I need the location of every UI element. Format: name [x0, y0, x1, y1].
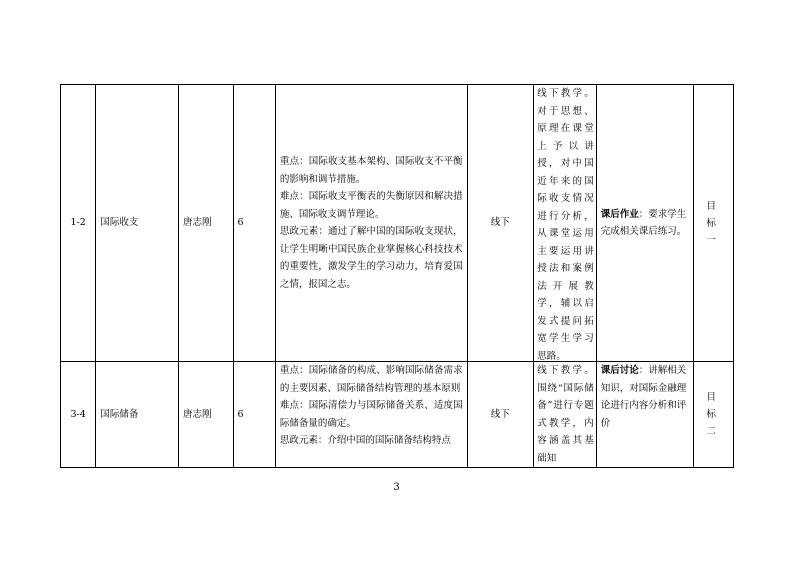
page-number: 3: [393, 482, 400, 493]
method-text: 线下教学。对于思想、原理在课堂上予以讲授，对中国近年来的国际收支情况进行分析，从课堂运用主要运用讲授法和案例法开展教学，辅以启发式提问拓宽学生学习思路。: [537, 88, 594, 361]
table-row: [61, 362, 734, 468]
mode-cell: 线下: [467, 85, 534, 362]
homework-text: ：讲解相关知识，对国际金融理论进行内容分析和评价: [600, 365, 687, 429]
content-text: 重点：国际收支基本架构、国际收支不平衡的影响和调节措施。 难点：国际收支平衡表的失衡原因和解决措施、国际收支调节理论。 思政元素：通过了解中国的国际收支现状，让学生明晰中国民族企业掌握核心科技技术的重要性，激发学生的学习动力，培育爱国之情，报国之志。: [279, 156, 463, 290]
content-text: 重点：国际储备的构成、影响国际储备需求的主要因素、国际储备结构管理的基本原则 难点：国际清偿力与国际储备关系、适度国际储备量的确定。 思政元素：介绍中国的国际储备结构特点: [279, 365, 463, 446]
mode-cell: 线下: [467, 362, 534, 468]
hours-cell: 6: [233, 362, 275, 468]
course-schedule-table: [60, 84, 734, 468]
homework-cell: [596, 85, 693, 362]
homework-label: 课后讨论: [600, 365, 639, 376]
objective-cell: [693, 85, 733, 362]
objective-text: 目 标 一: [706, 200, 725, 246]
homework-cell: [596, 362, 693, 468]
content-cell: [275, 85, 467, 362]
teacher-cell: 唐志刚: [179, 362, 233, 468]
topic-cell: 国际收支: [96, 85, 179, 362]
week-cell: 1-2: [61, 85, 96, 362]
objective-cell: [693, 362, 733, 468]
method-cell: [534, 362, 597, 468]
homework-label: 课后作业: [600, 208, 639, 220]
hours-cell: 6: [233, 85, 275, 362]
method-text: 线下教学。围绕“国际储备”进行专题式教学，内容涵盖其基础知: [537, 365, 594, 464]
objective-text: 目 标 二: [706, 392, 725, 437]
topic-cell: 国际储备: [96, 362, 179, 468]
week-cell: 3-4: [61, 362, 96, 468]
teacher-cell: 唐志刚: [179, 85, 233, 362]
content-cell: [275, 362, 467, 468]
method-cell: [534, 85, 597, 362]
homework-text: ：要求学生完成相关课后练习。: [600, 208, 687, 237]
table-row: [61, 85, 734, 362]
